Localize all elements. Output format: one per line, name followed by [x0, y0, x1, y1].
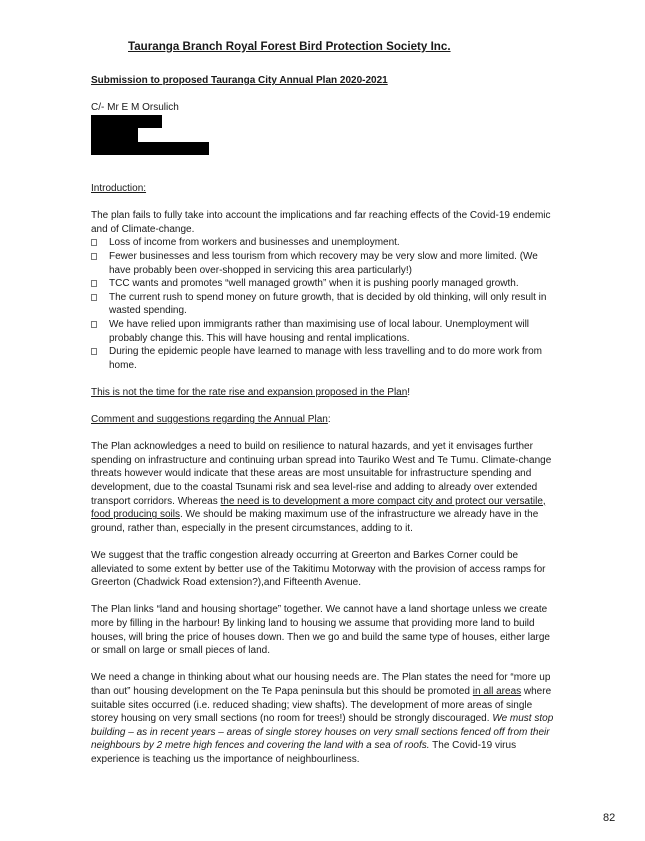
bullet-item	[91, 236, 554, 250]
introduction-conclusion	[91, 386, 554, 400]
bullet-box-icon	[91, 253, 97, 260]
bullet-text: Fewer businesses and less tourism from which recovery may be very slow and more limited. (We have probably been over-shopped in servicing this area particularly!)	[109, 250, 538, 276]
p4-start: We need a change in thinking about what our housing needs are. The Plan states the need for “more up than out” housing development on the Te Papa peninsula but this should be promoted	[91, 672, 551, 697]
redaction-block-3	[91, 142, 209, 155]
bullet-text: We have relied upon immigrants rather than maximising use of local labour. Unemployment will probably change this. This will have housing and rental implications.	[109, 318, 530, 344]
bullet-item	[91, 291, 554, 318]
bullet-item	[91, 318, 554, 345]
comments-paragraph-3: The Plan links “land and housing shortage” together. We cannot have a land shortage unless we create more by filling in the harbour! By linking land to housing we assume that providing more land to build houses, will bring the price of houses down. Then we go and build the same type of houses, either large or small on large or small pieces of land.	[91, 604, 550, 657]
bullet-item	[91, 277, 554, 291]
comments-heading	[91, 413, 554, 427]
p4-underlined: in all areas	[472, 685, 522, 697]
bullet-box-icon	[91, 294, 97, 301]
bullet-box-icon	[91, 239, 97, 246]
p4-italic: We must stop building – as in recent years – areas of single storey houses on very small sections fenced off from their neighbours by 2 metre high fences and covering the land with a sea of roofs.	[91, 713, 554, 752]
attention-line: C/- Mr E M Orsulich	[91, 102, 179, 113]
p1-end: . We should be making maximum use of the infrastructure we already have in the ground, rather than, especially in the present circumstances, adding to it.	[91, 509, 539, 534]
conclusion-end: !	[407, 386, 411, 398]
bullet-text: Loss of income from workers and businesses and unemployment.	[109, 237, 400, 249]
bullet-text: During the epidemic people have learned to manage with less travelling and to do more work from home.	[109, 346, 543, 371]
p4-end: The Covid-19 virus experience is teaching us the importance of neighbourliness.	[91, 740, 517, 765]
comments-paragraph-4	[91, 671, 554, 766]
p1-start: The Plan acknowledges a need to build on resilience to natural hazards, and yet it envisages further spending on infrastructure and continuing urban spread into Tauriko West and Te Tumu. Climate-change threats however would indicate that these areas are most unsuitable for infrastructure spending and development, due to the coastal Tsunami risk and sea level-rise and adding to already over extended transport corridors. Whereas	[91, 441, 552, 507]
p4-mid: where suitable sites occurred (i.e. reduced shading; view shafts). The development of more areas of single storey housing on very small sections (no room for trees!) should be strongly discouraged.	[91, 685, 552, 725]
bullet-box-icon	[91, 321, 97, 328]
introduction-heading: Introduction:	[91, 183, 147, 194]
comments-paragraph-2: We suggest that the traffic congestion already occurring at Greerton and Barkes Corner could be alleviated to some extent by better use of the Takitimu Motorway with the provision of access ramps for Greerton (Chadwick Road extension?),and Fifteenth Avenue.	[91, 550, 546, 589]
bullet-box-icon	[91, 348, 97, 355]
introduction-bullet-list	[91, 236, 554, 372]
conclusion-underlined: This is not the time for the rate rise and expansion proposed in the Plan	[91, 386, 408, 398]
bullet-text: The current rush to spend money on future growth, that is decided by old thinking, will only result in wasted spending.	[109, 291, 547, 317]
bullet-item	[91, 250, 554, 277]
submission-title: Submission to proposed Tauranga City Annual Plan 2020-2021	[91, 75, 388, 86]
comments-paragraph-1	[91, 440, 554, 535]
comments-heading-end: :	[327, 414, 331, 426]
bullet-text: TCC wants and promotes “well managed growth” when it is pushing poorly managed growth.	[109, 278, 519, 290]
comments-heading-text: Comment and suggestions regarding the Annual Plan	[91, 414, 328, 426]
bullet-item	[91, 345, 554, 372]
society-title: Tauranga Branch Royal Forest Bird Protection Society Inc.	[128, 40, 451, 53]
introduction-text: The plan fails to fully take into account the implications and far reaching effects of the Covid-19 endemic and of Climate-change.	[91, 210, 551, 235]
page-number: 82	[603, 812, 616, 824]
document-body	[91, 182, 554, 767]
redaction-block-1	[91, 115, 162, 128]
p1-underlined: the need is to development a more compact city and protect our versatile, food producing soils	[91, 495, 546, 521]
redaction-block-2	[91, 128, 138, 142]
bullet-box-icon	[91, 280, 97, 287]
